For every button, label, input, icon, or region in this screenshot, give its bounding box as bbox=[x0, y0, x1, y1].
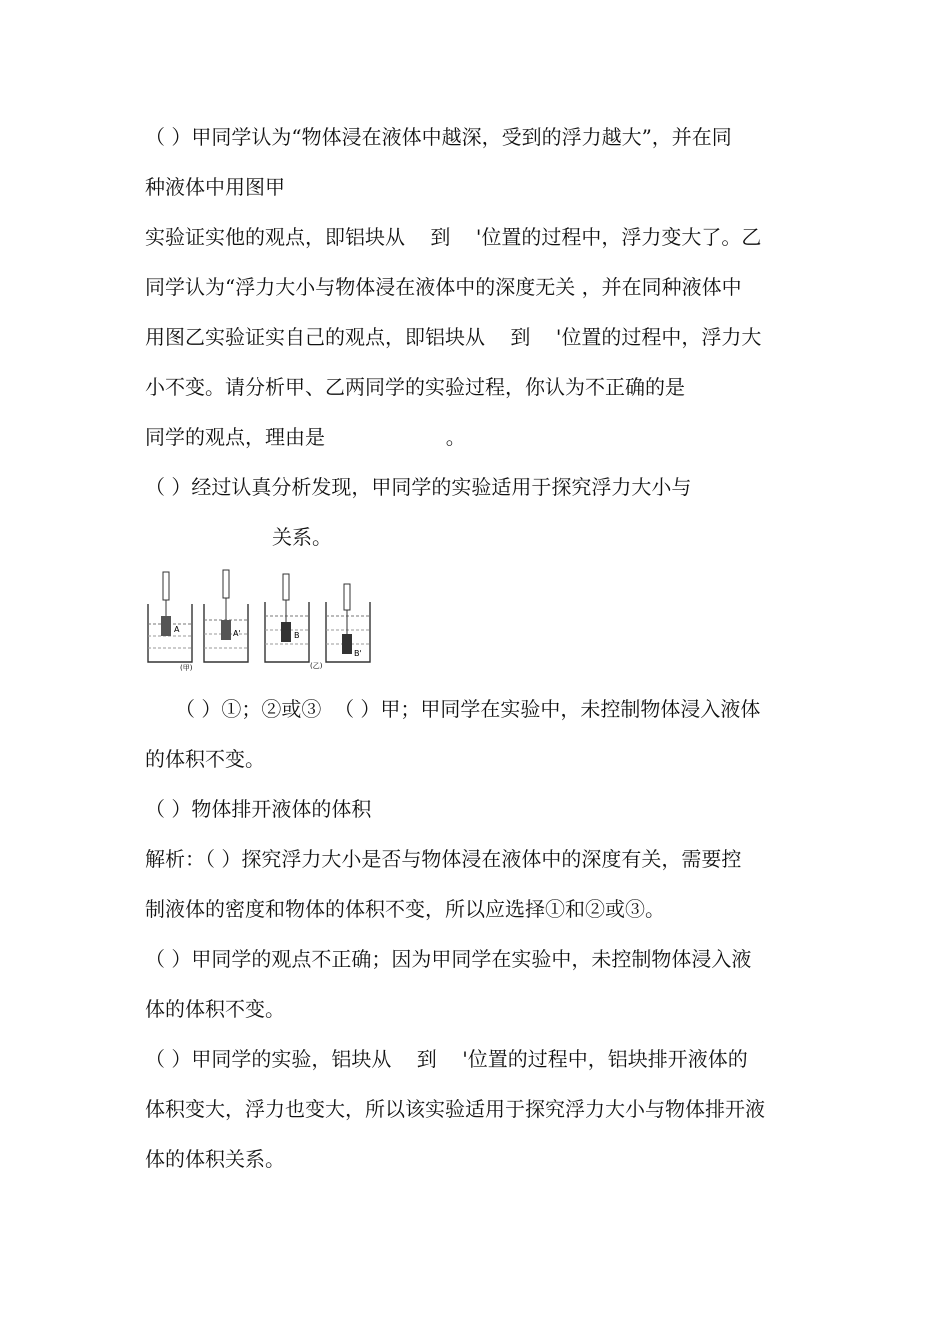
analysis-line-5: （ ）甲同学的实验，铝块从 到 '位置的过程中，铝块排开液体的 bbox=[145, 1047, 748, 1071]
question-line-9: 关系。 bbox=[272, 525, 332, 549]
beaker-4 bbox=[326, 584, 370, 662]
beaker-3 bbox=[265, 574, 309, 662]
question-line-5: 用图乙实验证实自己的观点，即铝块从 到 '位置的过程中，浮力大 bbox=[145, 325, 762, 349]
question-line-4: 同学认为“浮力大小与物体浸在液体中的深度无关 ，并在同种液体中 bbox=[145, 275, 742, 299]
beaker-2 bbox=[204, 570, 248, 662]
answer-line-2: 的体积不变。 bbox=[145, 747, 265, 771]
question-line-8: （ ）经过认真分析发现，甲同学的实验适用于探究浮力大小与 bbox=[145, 475, 692, 499]
question-line-3: 实验证实他的观点，即铝块从 到 '位置的过程中，浮力变大了。乙 bbox=[145, 225, 762, 249]
label-a-prime: A' bbox=[233, 629, 241, 638]
label-a: A bbox=[174, 625, 180, 634]
analysis-line-7: 体的体积关系。 bbox=[145, 1147, 285, 1171]
label-b: B bbox=[294, 631, 300, 640]
experiment-figure bbox=[140, 564, 385, 672]
analysis-line-2: 制液体的密度和物体的体积不变，所以应选择①和②或③。 bbox=[145, 897, 665, 921]
question-line-1: （ ）甲同学认为“物体浸在液体中越深，受到的浮力越大”，并在同 bbox=[145, 125, 732, 149]
answer-line-1: （ ）①；②或③ （ ）甲；甲同学在实验中，未控制物体浸入液体 bbox=[175, 697, 761, 721]
question-line-7: 同学的观点，理由是 。 bbox=[145, 425, 466, 449]
analysis-line-1: 解析：（ ）探究浮力大小是否与物体浸在液体中的深度有关，需要控 bbox=[145, 847, 742, 871]
label-b-prime: B' bbox=[354, 649, 362, 658]
question-line-2: 种液体中用图甲 bbox=[145, 175, 285, 199]
analysis-line-6: 体积变大，浮力也变大，所以该实验适用于探究浮力大小与物体排开液 bbox=[145, 1097, 765, 1121]
analysis-line-3: （ ）甲同学的观点不正确；因为甲同学在实验中，未控制物体浸入液 bbox=[145, 947, 752, 971]
label-yi: (乙) bbox=[310, 662, 323, 670]
label-jia: (甲) bbox=[180, 664, 193, 672]
answer-line-3: （ ）物体排开液体的体积 bbox=[145, 797, 372, 821]
beaker-1 bbox=[148, 572, 192, 662]
analysis-line-4: 体的体积不变。 bbox=[145, 997, 285, 1021]
question-line-6: 小不变。请分析甲、乙两同学的实验过程，你认为不正确的是 bbox=[145, 375, 685, 399]
